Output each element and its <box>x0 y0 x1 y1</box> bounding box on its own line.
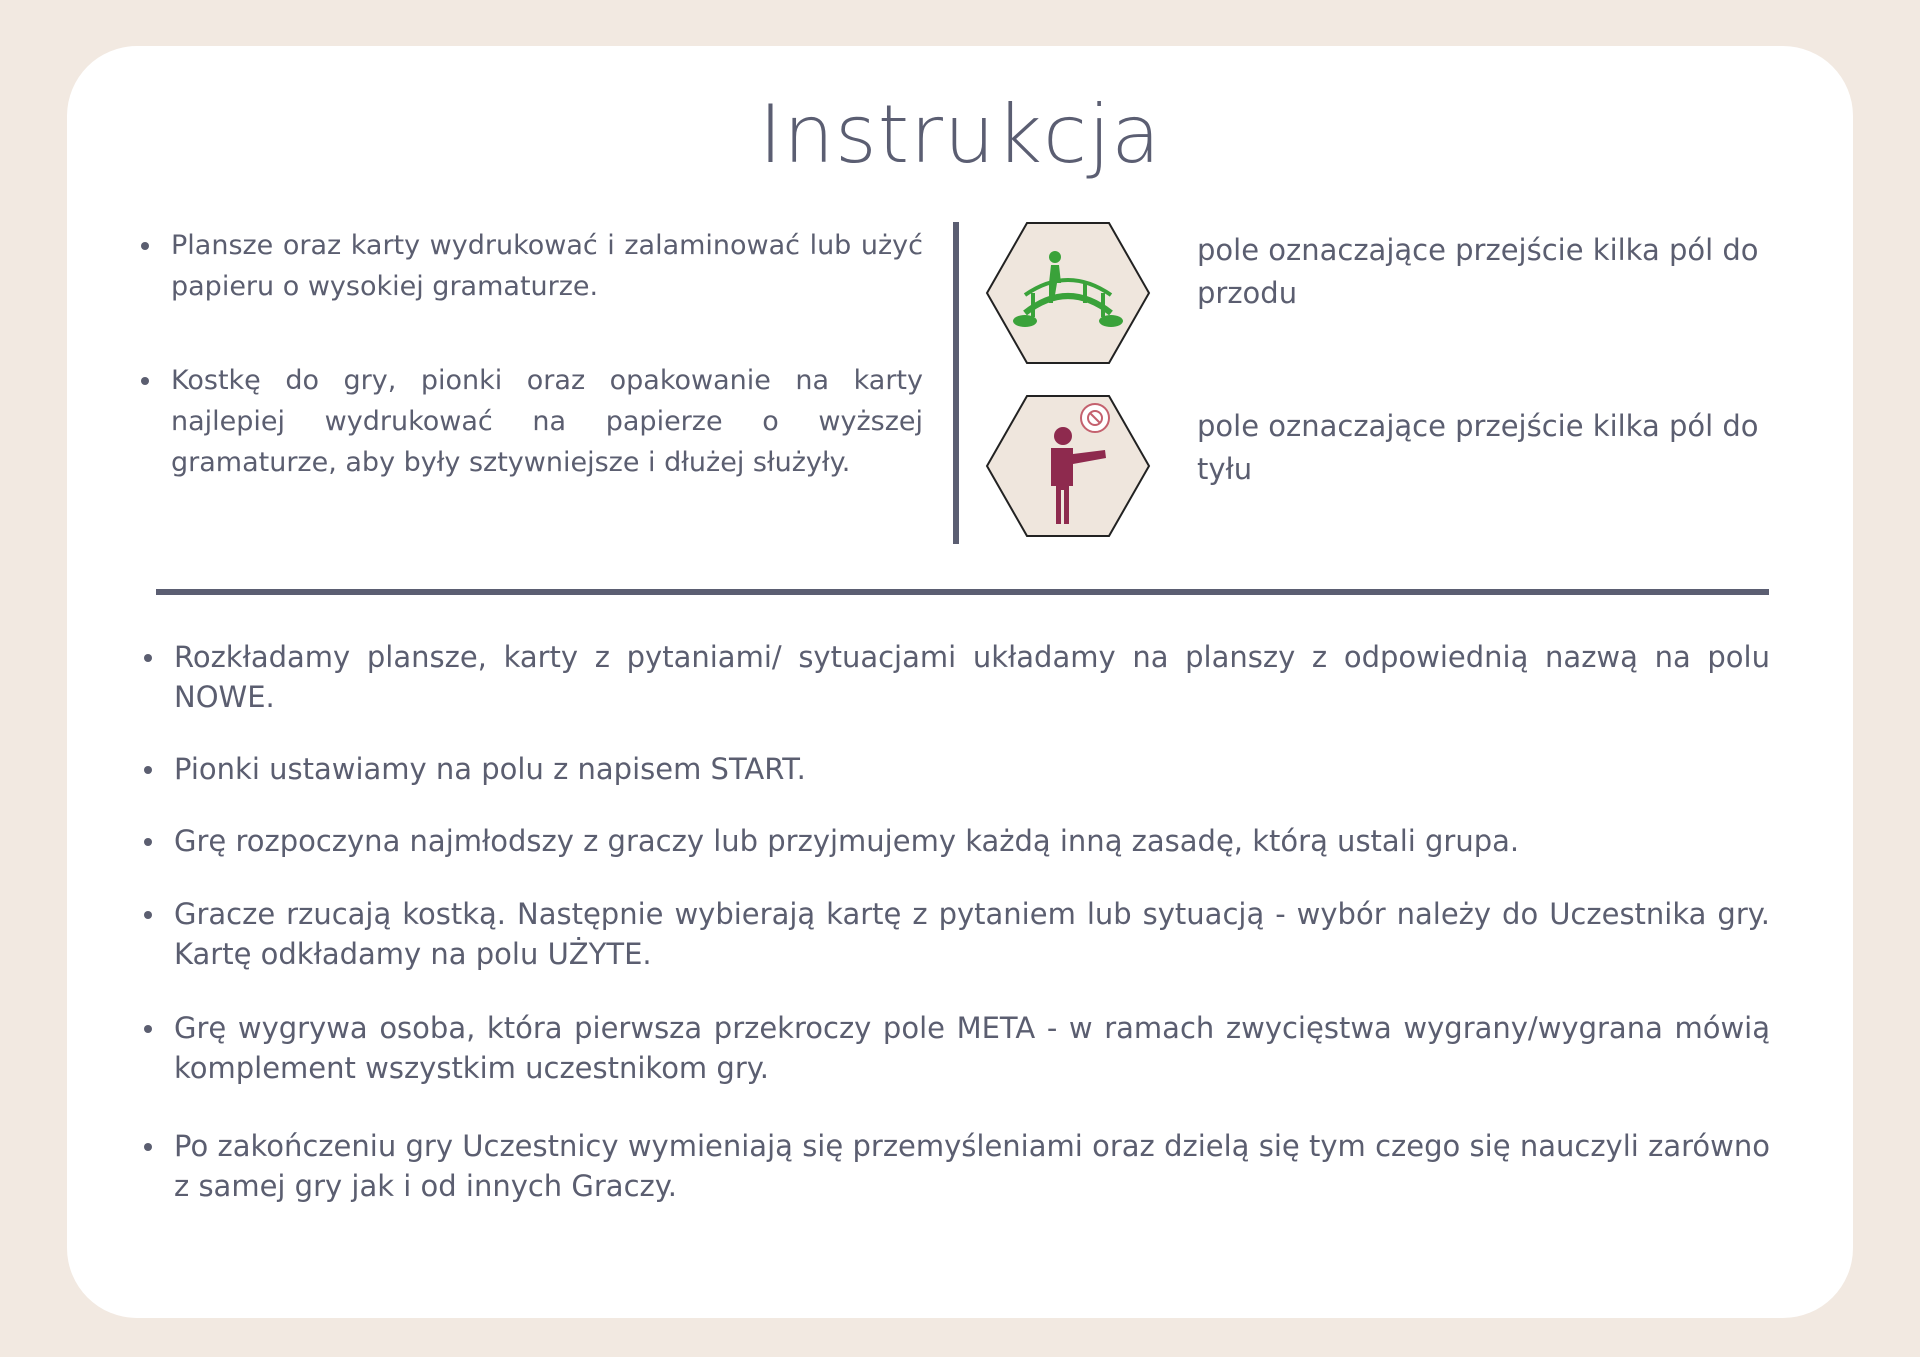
rule-text: Grę rozpoczyna najmłodszy z graczy lub przyjmujemy każdą inną zasadę, którą ustali grupa. <box>174 824 1520 858</box>
field-forward-text: pole oznaczające przejście kilka pól do przodu <box>1197 233 1759 310</box>
intro-item <box>135 225 923 307</box>
rule-item <box>138 749 1770 789</box>
rule-text: Gracze rzucają kostką. Następnie wybierają kartę z pytaniem lub sytuacją - wybór należy do Uczestnika gry. Kartę odkładamy na polu UŻYTE. <box>174 897 1770 971</box>
bullet-icon <box>144 1025 152 1033</box>
bridge-walker-icon <box>985 221 1151 365</box>
bullet-icon <box>144 654 152 662</box>
bullet-icon <box>144 911 152 919</box>
bullet-icon <box>144 838 152 846</box>
intro-item <box>135 360 923 483</box>
intro-item-text: Kostkę do gry, pionki oraz opakowanie na karty najlepiej wydrukować na papierze o wyższej gramaturze, aby były sztywniejsze i dłużej służyły. <box>171 365 923 478</box>
rule-item <box>138 1008 1770 1088</box>
horizontal-divider <box>156 589 1769 595</box>
rule-text: Grę wygrywa osoba, która pierwsza przekroczy pole META - w ramach zwycięstwa wygrany/wygrana mówią komplement wszystkim uczestnikom gry. <box>174 1011 1770 1085</box>
bullet-icon <box>144 766 152 774</box>
vertical-divider <box>953 222 959 544</box>
stop-person-icon <box>985 394 1151 538</box>
bullet-icon <box>141 242 149 250</box>
rule-item <box>138 637 1770 717</box>
rule-item <box>138 821 1770 861</box>
field-backward-text: pole oznaczające przejście kilka pól do tyłu <box>1197 409 1759 486</box>
intro-item-text: Plansze oraz karty wydrukować i zalaminować lub użyć papieru o wysokiej gramaturze. <box>171 230 923 302</box>
intro-list <box>135 225 923 536</box>
rule-text: Po zakończeniu gry Uczestnicy wymieniają się przemyśleniami oraz dzielą się tym czego się nauczyli zarówno z samej gry jak i od innych Graczy. <box>174 1129 1770 1203</box>
rule-item <box>138 1126 1770 1206</box>
rules-list <box>138 637 1770 1206</box>
rule-text: Rozkładamy plansze, karty z pytaniami/ sytuacjami układamy na planszy z odpowiednią nazwą na polu NOWE. <box>174 640 1770 714</box>
bullet-icon <box>144 1143 152 1151</box>
rule-text: Pionki ustawiamy na polu z napisem START. <box>174 752 806 786</box>
page-title: Instrukcja <box>758 88 1162 181</box>
bullet-icon <box>141 377 149 385</box>
rule-item <box>138 894 1770 974</box>
